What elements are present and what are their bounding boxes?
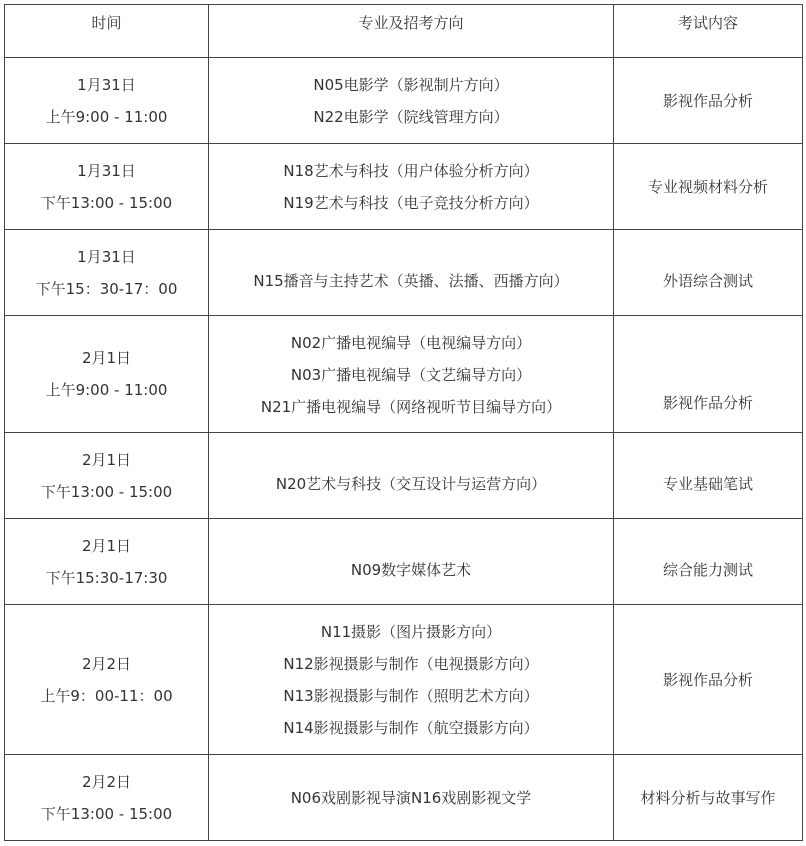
- time-cell: [5, 433, 209, 519]
- exam-cell: 综合能力测试: [614, 519, 803, 605]
- table-row: [5, 433, 803, 519]
- time-text: 下午15:30-17:30: [45, 568, 168, 587]
- major-cell: [209, 433, 614, 519]
- major-cell: [209, 144, 614, 230]
- major-text: N06戏剧影视导演N16戏剧影视文学: [290, 788, 532, 807]
- date-text: 2月1日: [81, 450, 132, 469]
- date-text: 2月2日: [81, 654, 132, 673]
- date-text: 2月2日: [81, 772, 132, 791]
- time-text: 下午13:00 - 15:00: [40, 804, 173, 823]
- time-cell: [5, 519, 209, 605]
- exam-cell: 影视作品分析: [614, 58, 803, 144]
- time-cell: [5, 316, 209, 433]
- exam-cell: 影视作品分析: [614, 605, 803, 755]
- time-cell: [5, 230, 209, 316]
- time-cell: [5, 755, 209, 841]
- major-cell: [209, 755, 614, 841]
- major-text: N18艺术与科技（用户体验分析方向）: [283, 161, 539, 180]
- table-row: [5, 755, 803, 841]
- exam-cell: 材料分析与故事写作: [614, 755, 803, 841]
- major-text: N09数字媒体艺术: [350, 561, 472, 579]
- header-exam: 考试内容: [614, 5, 803, 58]
- header-time: 时间: [5, 5, 209, 58]
- date-text: 2月1日: [81, 349, 132, 367]
- exam-cell: 影视作品分析: [614, 316, 803, 433]
- major-text: N15播音与主持艺术（英播、法播、西播方向）: [253, 272, 569, 290]
- time-cell: [5, 58, 209, 144]
- header-row: [5, 5, 803, 58]
- exam-cell: 专业视频材料分析: [614, 144, 803, 230]
- exam-cell: 外语综合测试: [614, 230, 803, 316]
- major-text: N22电影学（院线管理方向）: [313, 107, 509, 126]
- major-cell: [209, 316, 614, 433]
- major-cell: [209, 58, 614, 144]
- time-text: 上午9:00 - 11:00: [45, 381, 168, 399]
- time-text: 下午13:00 - 15:00: [40, 193, 173, 212]
- time-text: 下午15：30-17：00: [35, 279, 178, 298]
- major-text: N13影视摄影与制作（照明艺术方向）: [283, 686, 539, 705]
- header-major: 专业及招考方向: [209, 5, 614, 58]
- date-text: 2月1日: [81, 536, 132, 555]
- major-text: N03广播电视编导（文艺编导方向）: [290, 365, 532, 384]
- time-cell: [5, 605, 209, 755]
- exam-cell: 专业基础笔试: [614, 433, 803, 519]
- table-row: [5, 316, 803, 433]
- major-text: N12影视摄影与制作（电视摄影方向）: [283, 654, 539, 673]
- date-text: 1月31日: [77, 161, 136, 180]
- table-row: [5, 605, 803, 755]
- major-text: N20艺术与科技（交互设计与运营方向）: [275, 475, 547, 493]
- major-text: N21广播电视编导（网络视听节目编导方向）: [260, 397, 562, 416]
- time-text: 上午9：00-11：00: [40, 686, 173, 705]
- major-text: N14影视摄影与制作（航空摄影方向）: [283, 718, 539, 737]
- table-row: [5, 58, 803, 144]
- time-cell: [5, 144, 209, 230]
- time-text: 下午13:00 - 15:00: [40, 482, 173, 501]
- table-row: [5, 230, 803, 316]
- time-text: 上午9:00 - 11:00: [45, 107, 168, 126]
- major-cell: [209, 230, 614, 316]
- major-cell: [209, 519, 614, 605]
- table-row: [5, 144, 803, 230]
- major-cell: [209, 605, 614, 755]
- major-text: N05电影学（影视制片方向）: [313, 75, 509, 94]
- table-row: [5, 519, 803, 605]
- major-text: N02广播电视编导（电视编导方向）: [290, 333, 532, 352]
- major-text: N11摄影（图片摄影方向）: [320, 622, 502, 641]
- date-text: 1月31日: [77, 75, 136, 94]
- major-text: N19艺术与科技（电子竞技分析方向）: [283, 193, 539, 212]
- exam-schedule-table: [4, 4, 803, 841]
- date-text: 1月31日: [77, 247, 136, 266]
